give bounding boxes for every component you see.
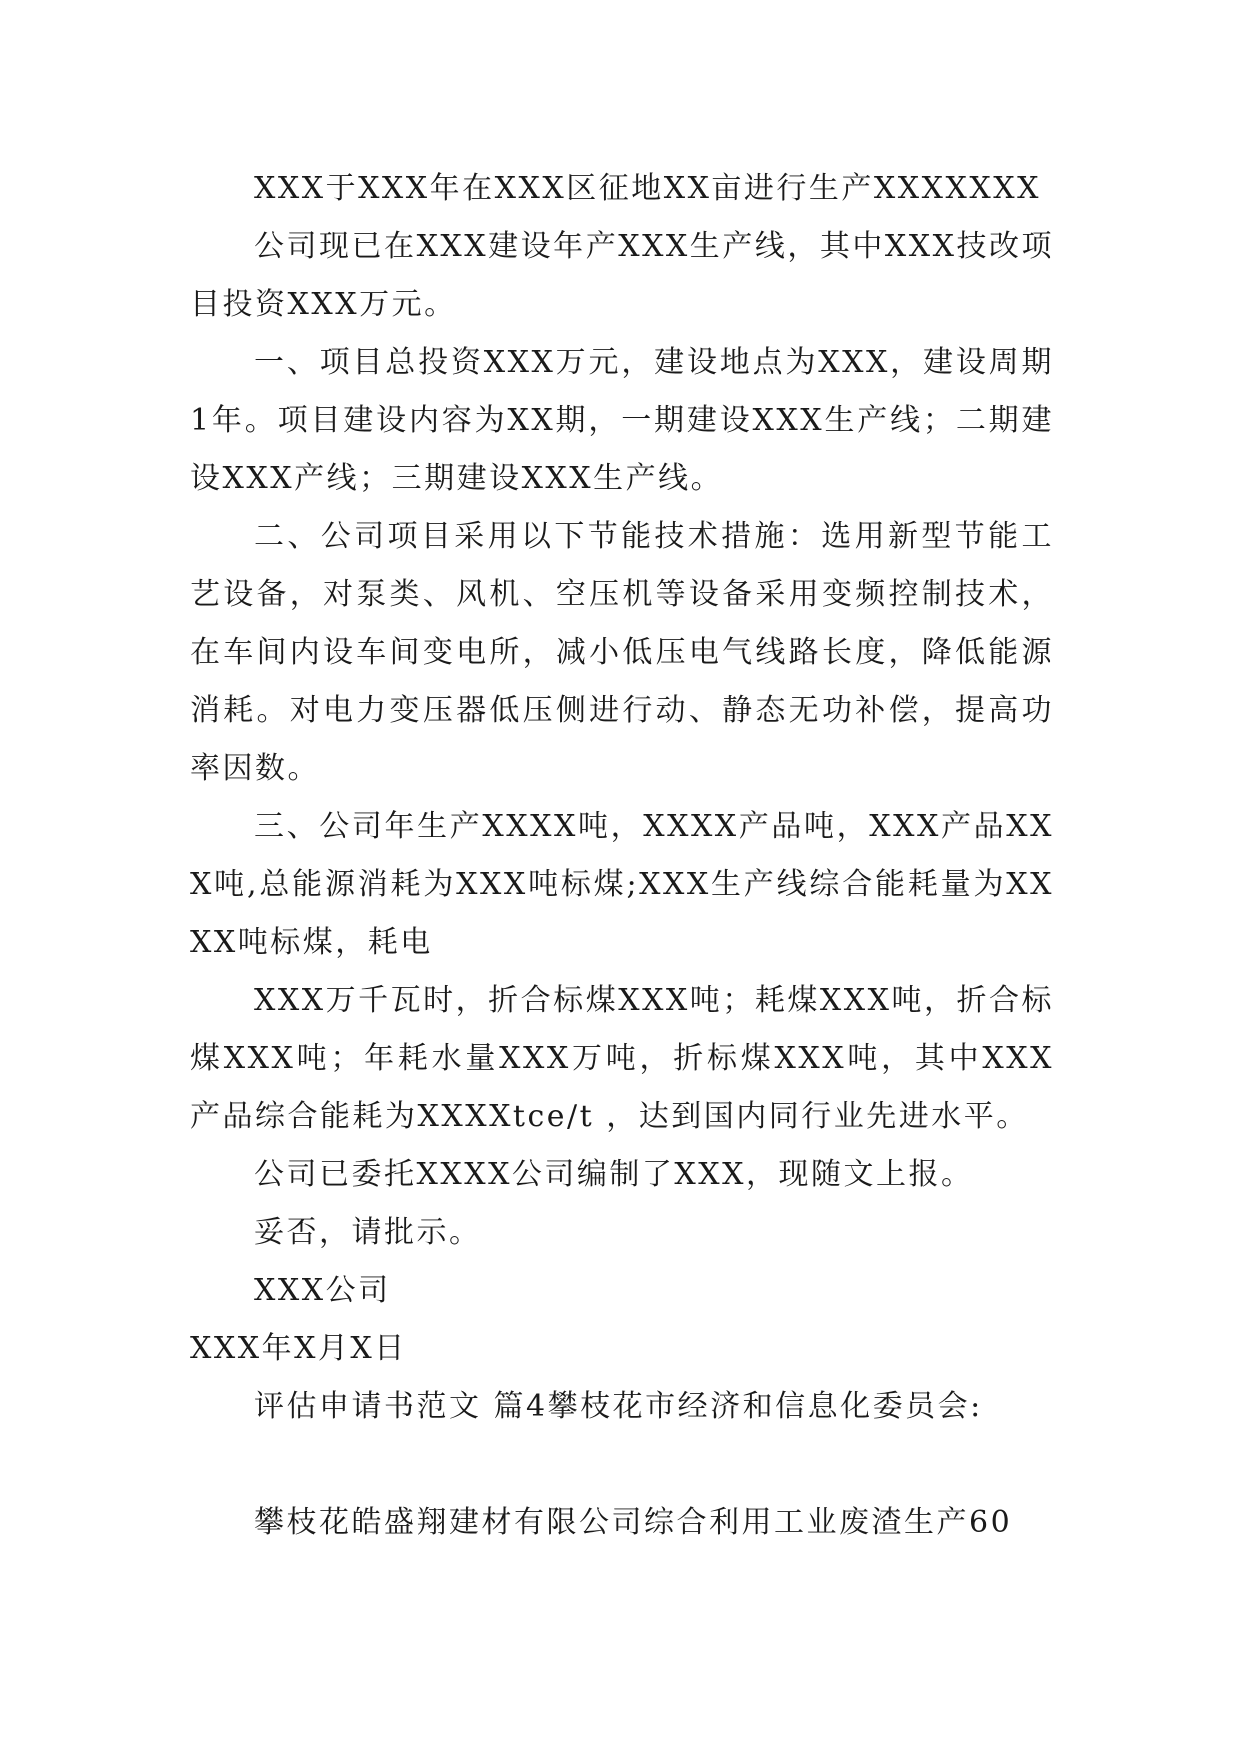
paragraph-company-intro: 攀枝花皓盛翔建材有限公司综合利用工业废渣生产60 [254,1505,1013,1540]
paragraph-electricity-coal-water: XXX万千瓦时，折合标煤XXX吨；耗煤XXX吨，折合标煤XXX吨；年耗水量XXX万吨，折标煤XXX吨，其中XXX产品综合能耗为XXXXtce/t ，达到国内同行业先进水平。 [190,983,1054,1134]
signature-date: XXX年X月X日 [190,1331,407,1366]
paragraph-land-acquisition: XXX于XXX年在XXX区征地XX亩进行生产XXXXXXX [254,171,1041,206]
paragraph-energy-measures: 二、公司项目采用以下节能技术措施：选用新型节能工艺设备，对泵类、风机、空压机等设备采用变频控制技术，在车间内设车间变电所，减小低压电气线路长度，降低能源消耗。对电力变压器低压侧进行动、静态无功补偿，提高功率因数。 [190,519,1054,786]
paragraph-report-submission: 公司已委托XXXX公司编制了XXX，现随文上报。 [254,1157,974,1192]
paragraph-request-approval: 妥否，请批示。 [254,1215,482,1250]
document-body [190,160,1054,1552]
signature-company: XXX公司 [254,1273,391,1308]
paragraph-production-line: 公司现已在XXX建设年产XXX生产线，其中XXX技改项目投资XXX万元。 [190,229,1054,322]
paragraph-investment: 一、项目总投资XXX万元，建设地点为XXX，建设周期1年。项目建设内容为XX期，一期建设XXX生产线；二期建设XXX产线；三期建设XXX生产线。 [190,345,1054,496]
paragraph-energy-consumption: 三、公司年生产XXXX吨，XXXX产品吨，XXX产品XXX吨,总能源消耗为XXX吨标煤;XXX生产线综合能耗量为XXXX吨标煤，耗电 [190,809,1054,960]
section-heading-sample-4: 评估申请书范文 篇4攀枝花市经济和信息化委员会: [254,1389,983,1424]
